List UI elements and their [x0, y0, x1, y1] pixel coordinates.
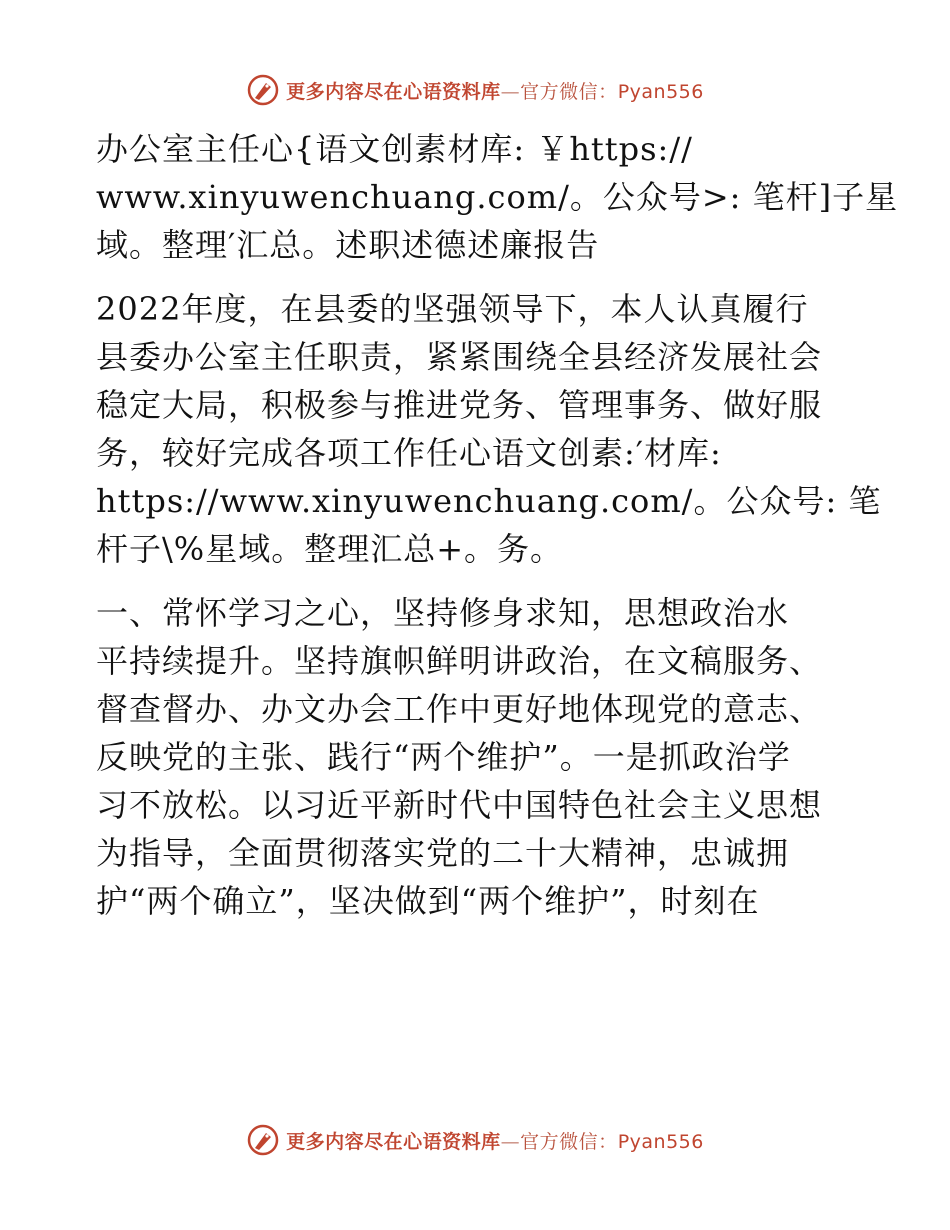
watermark-banner-top	[0, 70, 950, 110]
watermark-text	[286, 1127, 704, 1154]
text-line: 2022年度，在县委的坚强领导下，本人认真履行	[96, 290, 809, 328]
paragraph-intro	[96, 285, 882, 573]
paragraph-title	[96, 125, 899, 269]
watermark-title: 更多内容尽在心语资料库	[286, 1130, 501, 1153]
pen-nib-circle-icon	[246, 73, 280, 107]
paragraph-section-one	[96, 589, 856, 925]
watermark-wechat-label: 官方微信：	[520, 80, 618, 103]
text-line: https://www.xinyuwenchuang.com/。公众号: 笔	[96, 482, 882, 520]
text-line: 平持续提升。坚持旗帜鲜明讲政治，在文稿服务、	[96, 642, 823, 680]
text-line: 县委办公室主任职责，紧紧围绕全县经济发展社会	[96, 338, 823, 376]
watermark-banner-bottom	[0, 1120, 950, 1160]
watermark-text	[286, 77, 704, 104]
text-line: 习不放松。以习近平新时代中国特色社会主义思想	[96, 786, 823, 824]
text-line: 稳定大局，积极参与推进党务、管理事务、做好服	[96, 386, 823, 424]
text-line: 护“两个确立”，坚决做到“两个维护”，时刻在	[96, 882, 760, 920]
text-line: 督查督办、办文办会工作中更好地体现党的意志、	[96, 690, 823, 728]
text-line: 反映党的主张、践行“两个维护”。一是抓政治学	[96, 738, 791, 776]
watermark-wechat-id: Pyan556	[617, 1130, 704, 1153]
watermark-wechat-label: 官方微信：	[520, 1130, 618, 1153]
text-line: 一、常怀学习之心，坚持修身求知，思想政治水	[96, 594, 790, 632]
watermark-title: 更多内容尽在心语资料库	[286, 80, 501, 103]
text-line: www.xinyuwenchuang.com/。公众号>: 笔杆]子星	[96, 178, 899, 216]
text-line: 务，较好完成各项工作任心语文创素:′材库:	[96, 434, 722, 472]
text-line: 办公室主任心{语文创素材库: ￥https://	[96, 130, 693, 168]
document-body	[96, 125, 899, 941]
watermark-separator: —	[500, 80, 521, 103]
text-line: 杆子\%星域。整理汇总+。务。	[96, 530, 564, 568]
watermark-separator: —	[500, 1130, 521, 1153]
pen-nib-circle-icon	[246, 1123, 280, 1157]
text-line: 为指导，全面贯彻落实党的二十大精神，忠诚拥	[96, 834, 790, 872]
watermark-wechat-id: Pyan556	[617, 80, 704, 103]
text-line: 域。整理′汇总。述职述德述廉报告	[96, 226, 600, 264]
